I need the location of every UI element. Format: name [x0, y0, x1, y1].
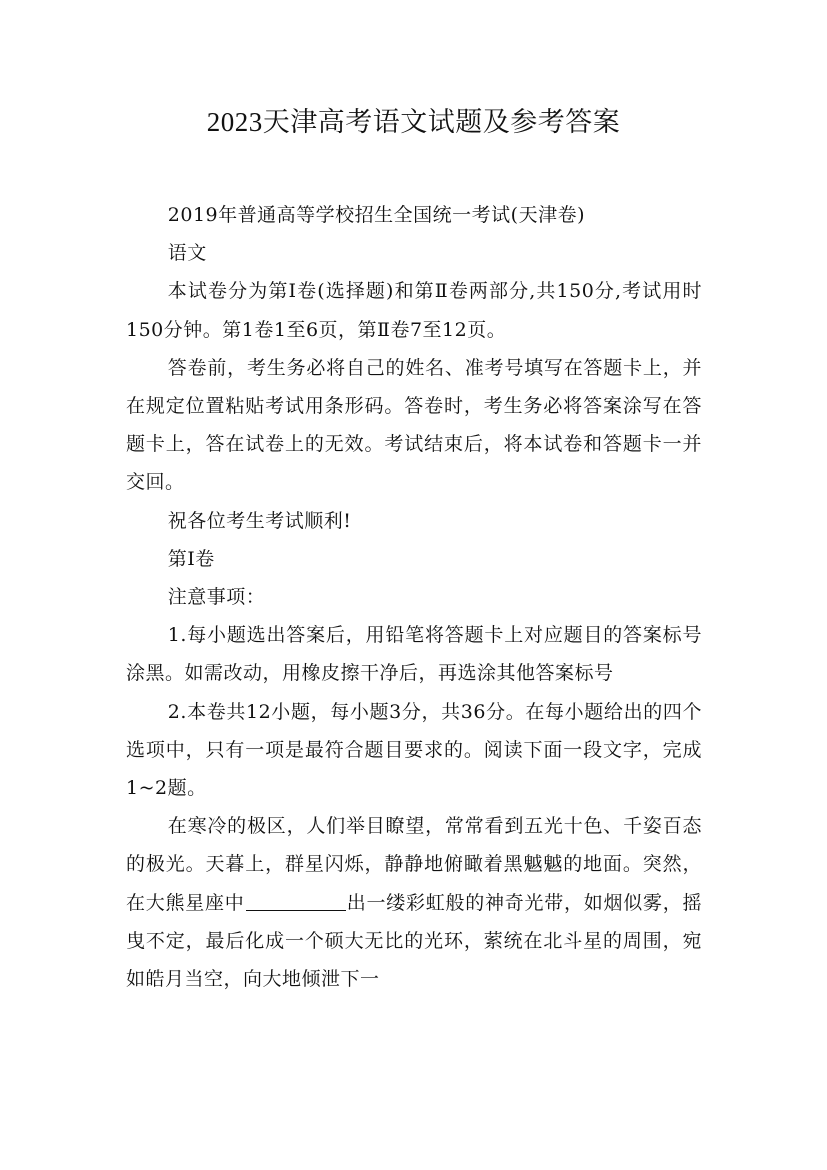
note-item-2: 2.本卷共12小题，每小题3分，共36分。在每小题给出的四个选项中，只有一项是最符合题目要求的。阅读下面一段文字，完成1~2题。: [126, 700, 702, 800]
exam-heading-paragraph: 2019年普通高等学校招生全国统一考试(天津卷): [167, 204, 585, 226]
document-body: [126, 196, 702, 998]
exam-structure-paragraph: 本试卷分为第Ⅰ卷(选择题)和第Ⅱ卷两部分,共150分,考试用时150分钟。第1卷1至6页，第Ⅱ卷7至12页。: [126, 280, 702, 341]
subject-paragraph: 语文: [167, 242, 207, 265]
good-luck-paragraph: 祝各位考生考试顺利!: [167, 509, 352, 532]
notes-heading-paragraph: 注意事项：: [167, 586, 266, 609]
passage-text-after-blank: 出一缕彩虹般的神奇光带，如烟似雾，摇曳不定，最后化成一个硕大无比的光环，萦统在北斗星的周围，宛如皓月当空，向大地倾泄下一: [126, 891, 702, 991]
section-heading-paragraph: 第Ⅰ卷: [167, 547, 215, 570]
passage-text-before-blank: 在寒冷的极区，人们举目瞭望，常常看到五光十色、千姿百态的极光。天暮上，群星闪烁，静静地俯瞰着黑魆魆的地面。突然，在大熊星座中: [126, 815, 702, 914]
fill-in-blank: [246, 891, 346, 911]
document-title: 2023天津高考语文试题及参考答案: [206, 107, 621, 137]
instructions-paragraph: 答卷前，考生务必将自己的姓名、准考号填写在答题卡上，并在规定位置粘贴考试用条形码。答卷时，考生务必将答案涂写在答题卡上，答在试卷上的无效。考试结束后，将本试卷和答题卡一并交回。: [126, 356, 702, 494]
note-item-1: 1.每小题选出答案后，用铅笔将答题卡上对应题目的答案标号涂黑。如需改动，用橡皮擦干净后，再选涂其他答案标号: [126, 624, 702, 685]
reading-passage-paragraph: [126, 807, 702, 998]
